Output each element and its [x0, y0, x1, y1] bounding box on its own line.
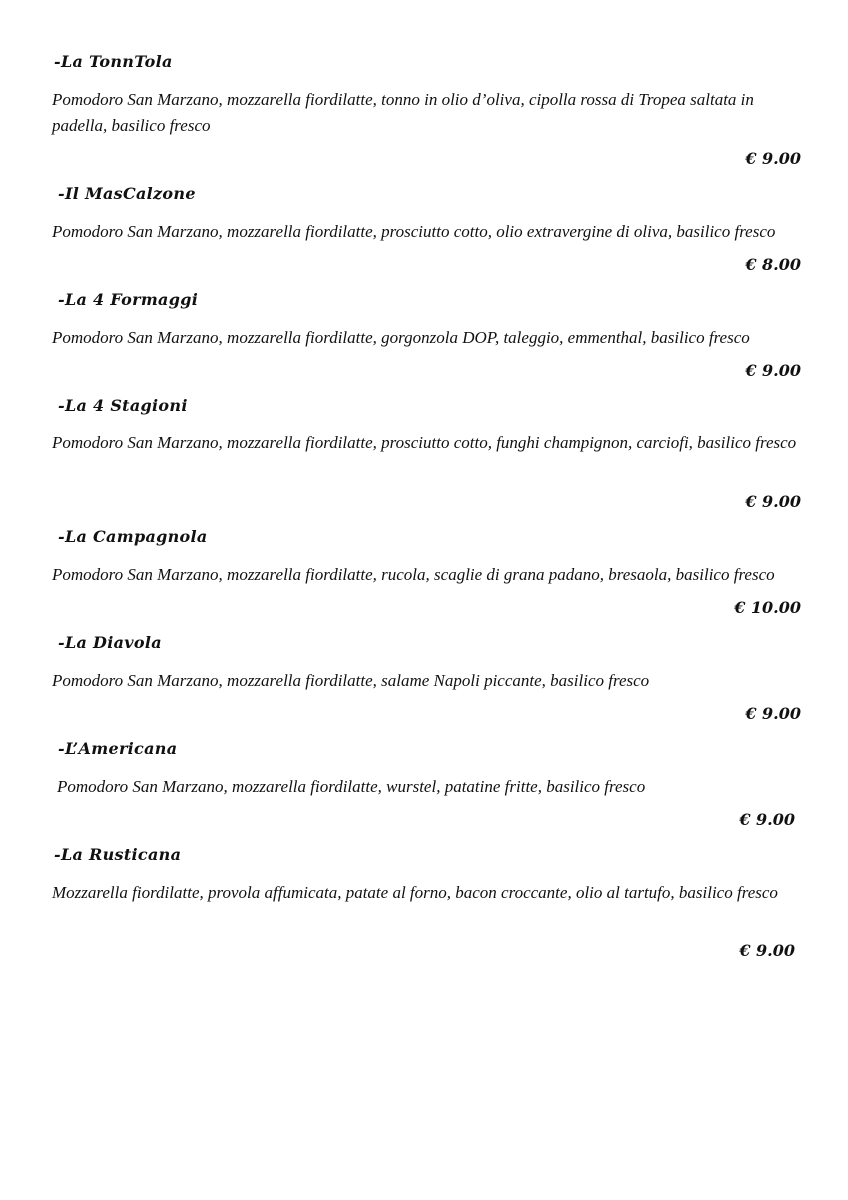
item-price: € 10.00 — [734, 598, 801, 617]
item-price: € 9.00 — [745, 361, 801, 380]
item-description: Pomodoro San Marzano, mozzarella fiordilatte, rucola, scaglie di grana padano, bresaola, basilico fresco — [52, 565, 775, 584]
item-description: Pomodoro San Marzano, mozzarella fiordilatte, prosciutto cotto, funghi champignon, carciofi, basilico fresco — [52, 433, 797, 452]
item-description: Pomodoro San Marzano, mozzarella fiordilatte, wurstel, patatine fritte, basilico fresco — [57, 777, 646, 796]
item-price: € 9.00 — [739, 810, 795, 829]
item-price: € 9.00 — [739, 941, 795, 960]
item-name: -La Diavola — [58, 633, 162, 652]
item-name: -La TonnTola — [54, 52, 173, 71]
item-name: -Il MasCalzone — [58, 184, 196, 203]
item-name: -La Campagnola — [58, 527, 208, 546]
item-description: Pomodoro San Marzano, mozzarella fiordilatte, tonno in olio d’oliva, cipolla rossa di Tropea saltata in padella, basilico fresco — [52, 90, 754, 135]
item-name: -La Rusticana — [54, 845, 182, 864]
item-description: Mozzarella fiordilatte, provola affumicata, patate al forno, bacon croccante, olio al tartufo, basilico fresco — [52, 883, 778, 902]
item-name: -L’Americana — [58, 739, 178, 758]
item-description: Pomodoro San Marzano, mozzarella fiordilatte, gorgonzola DOP, taleggio, emmenthal, basilico fresco — [52, 328, 750, 347]
item-description: Pomodoro San Marzano, mozzarella fiordilatte, prosciutto cotto, olio extravergine di oliva, basilico fresco — [52, 222, 776, 241]
item-price: € 9.00 — [745, 704, 801, 723]
item-description: Pomodoro San Marzano, mozzarella fiordilatte, salame Napoli piccante, basilico fresco — [52, 671, 650, 690]
item-price: € 9.00 — [745, 492, 801, 511]
item-name: -La 4 Formaggi — [58, 290, 199, 309]
item-name: -La 4 Stagioni — [58, 396, 188, 415]
item-price: € 8.00 — [745, 255, 801, 274]
item-price: € 9.00 — [745, 149, 801, 168]
